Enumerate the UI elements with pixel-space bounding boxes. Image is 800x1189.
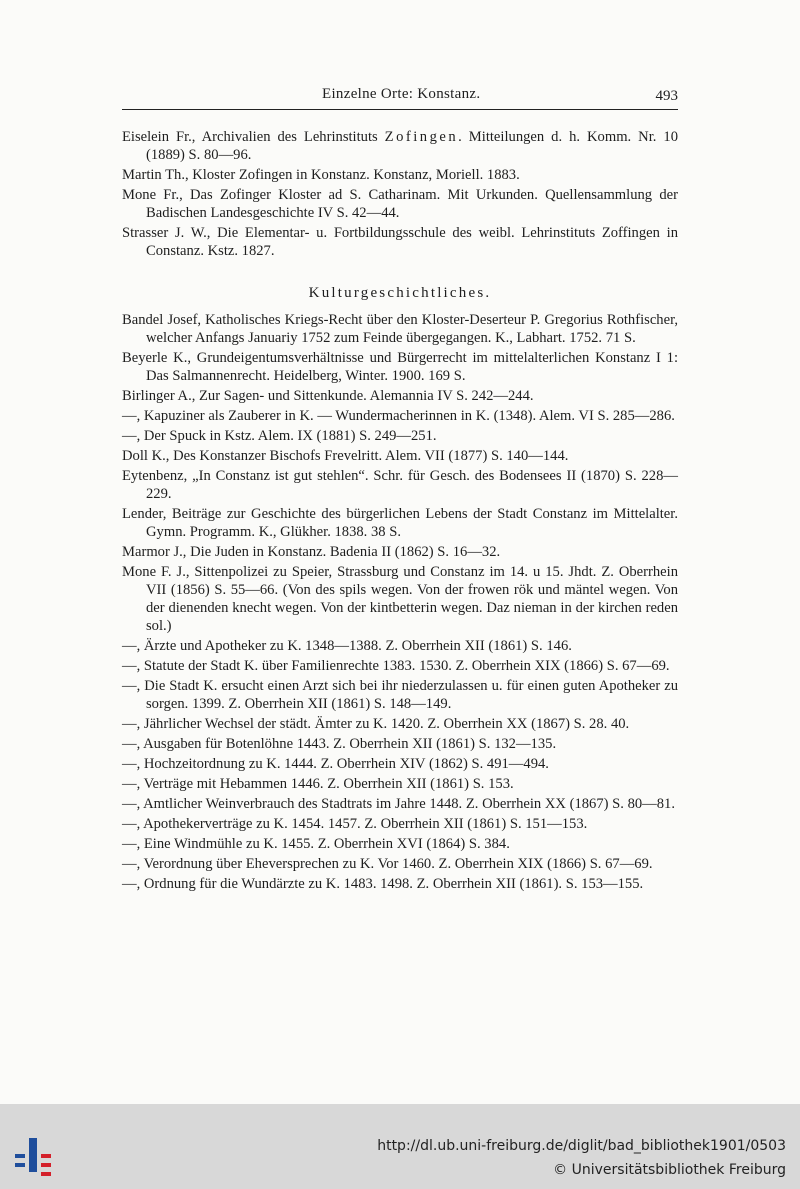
bibliography-entry: —, Ausgaben für Botenlöhne 1443. Z. Oberrhein XII (1861) S. 132—135. (122, 736, 557, 752)
bibliography-text (122, 128, 678, 895)
bibliography-entry: —, Ordnung für die Wundärzte zu K. 1483. 1498. Z. Oberrhein XII (1861). S. 153—155. (122, 876, 644, 892)
page-number: 493 (655, 88, 678, 104)
header-rule (122, 109, 678, 110)
bibliography-entry: —, Die Stadt K. ersucht einen Arzt sich bei ihr niederzulassen u. für einen guten Apotheker zu sorgen. 1399. Z. Oberrhein XII (1861) S. 148—149. (122, 678, 678, 712)
bibliography-entry: —, Verordnung über Eheversprechen zu K. Vor 1460. Z. Oberrhein XIX (1866) S. 67—69. (122, 856, 653, 872)
bibliography-entry: —, Eine Windmühle zu K. 1455. Z. Oberrhein XVI (1864) S. 384. (122, 836, 510, 852)
bibliography-entry: Marmor J., Die Juden in Konstanz. Badenia II (1862) S. 16—32. (122, 544, 501, 560)
bibliography-entry: Eiselein Fr., Archivalien des Lehrinstituts Zofingen. Mitteilungen d. h. Komm. Nr. 10 (1889) S. 80—96. (122, 129, 678, 163)
permalink-link[interactable]: http://dl.ub.uni-freiburg.de/diglit/bad_bibliothek1901/0503 (377, 1138, 786, 1154)
logo-bar-icon (41, 1163, 51, 1167)
logo-bar-icon (29, 1138, 37, 1172)
bibliography-entry: Eytenbenz, „In Constanz ist gut stehlen“. Schr. für Gesch. des Bodensees II (1870) S. 228—229. (122, 468, 678, 502)
bibliography-entry: Mone F. J., Sittenpolizei zu Speier, Strassburg und Constanz im 14. u 15. Jhdt. Z. Oberrhein VII (1856) S. 55—66. (Von des spils wegen. Von der frowen rök und mäntel wegen. Von der dienenden knecht wegen. Von der kintbetterin wegen. Daz nieman in der kirchen reden sol.) (122, 564, 678, 634)
bibliography-entry: Bandel Josef, Katholisches Kriegs-Recht über den Kloster-Deserteur P. Gregorius Rothfischer, welcher Anfangs Januariy 1752 zum Feinde übergegangen. K., Labhart. 1752. 71 S. (122, 312, 678, 346)
bibliography-entry: —, Kapuziner als Zauberer in K. — Wundermacherinnen in K. (1348). Alem. VI S. 285—286. (122, 408, 675, 424)
bibliography-entry: Mone Fr., Das Zofinger Kloster ad S. Catharinam. Mit Urkunden. Quellensammlung der Badischen Landesgeschichte IV S. 42—44. (122, 187, 678, 221)
bibliography-entry: —, Apothekerverträge zu K. 1454. 1457. Z. Oberrhein XII (1861) S. 151—153. (122, 816, 588, 832)
bibliography-entry: —, Hochzeitordnung zu K. 1444. Z. Oberrhein XIV (1862) S. 491—494. (122, 756, 549, 772)
bibliography-entry: —, Jährlicher Wechsel der städt. Ämter zu K. 1420. Z. Oberrhein XX (1867) S. 28. 40. (122, 716, 630, 732)
bibliography-entry: Strasser J. W., Die Elementar- u. Fortbildungsschule des weibl. Lehrinstituts Zoffingen in Constanz. Kstz. 1827. (122, 225, 678, 259)
bibliography-entry: —, Verträge mit Hebammen 1446. Z. Oberrhein XII (1861) S. 153. (122, 776, 514, 792)
copyright-notice: © Universitätsbibliothek Freiburg (553, 1162, 786, 1178)
bibliography-entry: Beyerle K., Grundeigentumsverhältnisse und Bürgerrecht im mittelalterlichen Konstanz I 1: Das Salmannenrecht. Heidelberg, Winter. 1900. 169 S. (122, 350, 678, 384)
logo-bar-icon (41, 1172, 51, 1176)
footer-bar (0, 1104, 800, 1189)
bibliography-entry: —, Der Spuck in Kstz. Alem. IX (1881) S. 249—251. (122, 428, 437, 444)
logo-bar-icon (41, 1154, 51, 1158)
bibliography-entry: Martin Th., Kloster Zofingen in Konstanz. Konstanz, Moriell. 1883. (122, 167, 520, 183)
bibliography-entry: Birlinger A., Zur Sagen- und Sittenkunde. Alemannia IV S. 242—244. (122, 388, 534, 404)
bibliography-entry: —, Ärzte und Apotheker zu K. 1348—1388. Z. Oberrhein XII (1861) S. 146. (122, 638, 572, 654)
library-logo-icon (12, 1136, 54, 1178)
bibliography-entry: —, Statute der Stadt K. über Familienrechte 1383. 1530. Z. Oberrhein XIX (1866) S. 67—69. (122, 658, 670, 674)
bibliography-entry: Lender, Beiträge zur Geschichte des bürgerlichen Lebens der Stadt Constanz im Mittelalter. Gymn. Programm. K., Glükher. 1838. 38 S. (122, 506, 678, 540)
bibliography-entry: —, Amtlicher Weinverbrauch des Stadtrats im Jahre 1448. Z. Oberrhein XX (1867) S. 80—81. (122, 796, 676, 812)
bibliography-entry: Doll K., Des Konstanzer Bischofs Frevelritt. Alem. VII (1877) S. 140—144. (122, 448, 569, 464)
section-heading: Kulturgeschichtliches. (308, 285, 492, 301)
logo-bar-icon (15, 1154, 25, 1158)
logo-bar-icon (15, 1163, 25, 1167)
running-head: Einzelne Orte: Konstanz. (322, 86, 481, 102)
page-header (122, 86, 678, 108)
